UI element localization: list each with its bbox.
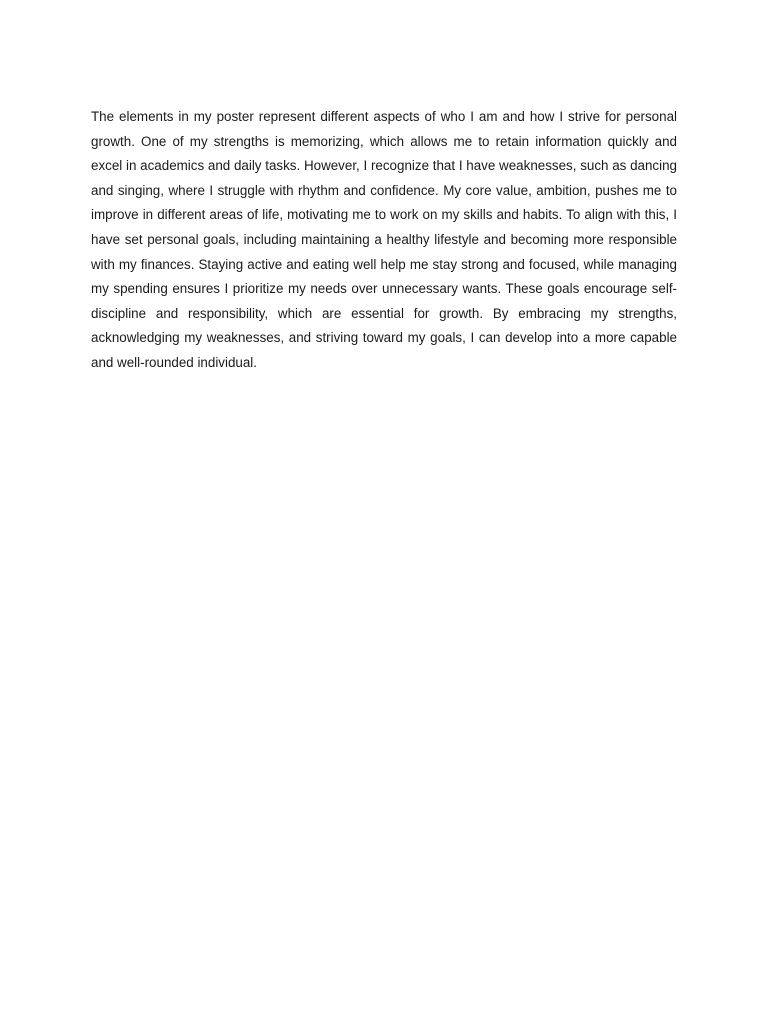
body-paragraph: The elements in my poster represent different aspects of who I am and how I strive for personal growth. One of my strengths is memorizing, which allows me to retain information quickly and excel in academics and daily tasks. However, I recognize that I have weaknesses, such as dancing and singing, where I struggle with rhythm and confidence. My core value, ambition, pushes me to improve in different areas of life, motivating me to work on my skills and habits. To align with this, I have set personal goals, including maintaining a healthy lifestyle and becoming more responsible with my finances. Staying active and eating well help me stay strong and focused, while managing my spending ensures I prioritize my needs over unnecessary wants. These goals encourage self-discipline and responsibility, which are essential for growth. By embracing my strengths, acknowledging my weaknesses, and striving toward my goals, I can develop into a more capable and well-rounded individual. (91, 109, 677, 370)
